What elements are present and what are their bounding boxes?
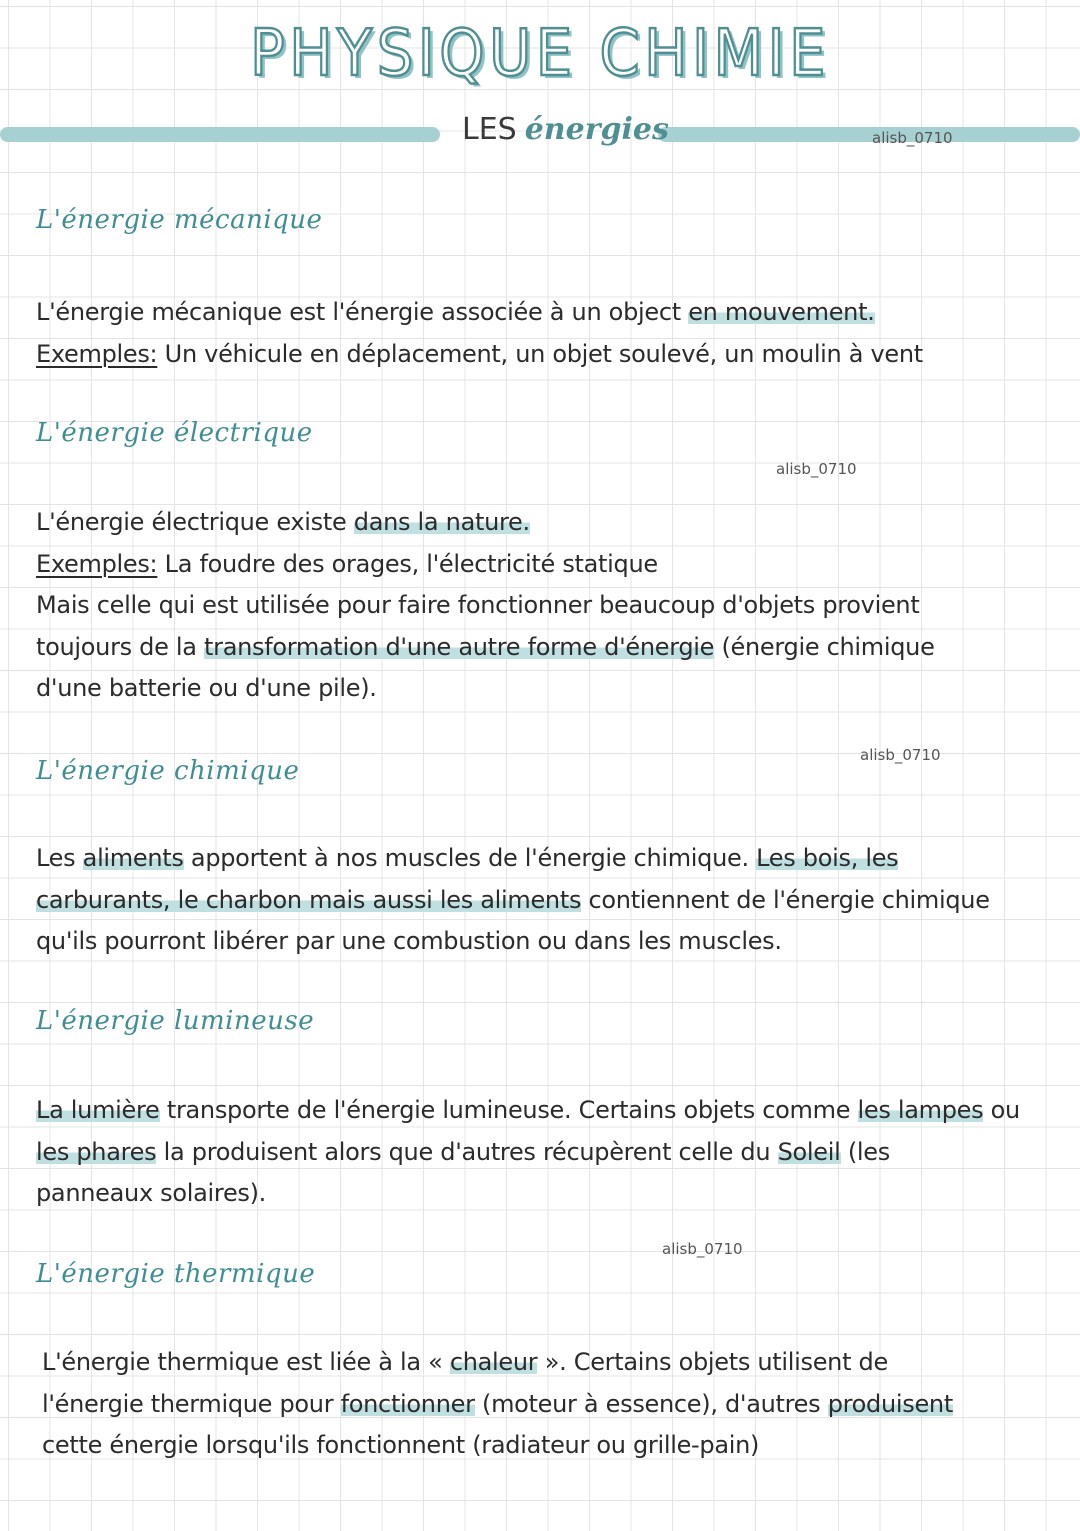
text-line: Exemples: La foudre des orages, l'électricité statique (36, 549, 658, 578)
paragraph-energie-mecanique (36, 292, 1056, 375)
examples-label: Exemples: (36, 339, 158, 368)
text-line: Mais celle qui est utilisée pour faire fonctionner beaucoup d'objets provient (36, 591, 920, 619)
highlight: en mouvement. (688, 298, 875, 326)
heading-energie-chimique: L'énergie chimique (36, 756, 300, 786)
text-line: Exemples: Un véhicule en déplacement, un objet soulevé, un moulin à vent (36, 339, 923, 368)
title-band-right (658, 127, 1080, 142)
highlight: dans la nature. (353, 508, 530, 536)
highlight: Les bois, les (756, 844, 899, 872)
subtitle-word: énergies (524, 112, 669, 147)
highlight: fonctionner (340, 1389, 475, 1418)
highlight: chaleur (449, 1348, 538, 1376)
text-line: L'énergie thermique est liée à la « chaleur ». Certains objets utilisent de (42, 1348, 888, 1376)
text-line: d'une batterie ou d'une pile). (36, 674, 377, 702)
watermark: alisb_0710 (776, 460, 857, 478)
watermark: alisb_0710 (860, 746, 941, 764)
text-line: cette énergie lorsqu'ils fonctionnent (radiateur ou grille-pain) (42, 1431, 760, 1459)
text-line: L'énergie électrique existe dans la nature. (36, 508, 530, 536)
highlight: les lampes (857, 1096, 984, 1124)
highlight: Soleil (777, 1137, 841, 1166)
paragraph-energie-electrique (36, 502, 1056, 710)
heading-energie-thermique: L'énergie thermique (36, 1259, 316, 1289)
heading-energie-electrique: L'énergie électrique (36, 418, 313, 448)
title-band-left (0, 127, 440, 142)
text-line: l'énergie thermique pour fonctionner (moteur à essence), d'autres produisent (42, 1389, 953, 1418)
text-line: les phares la produisent alors que d'autres récupèrent celle du Soleil (les (36, 1137, 890, 1166)
text-line: La lumière transporte de l'énergie lumineuse. Certains objets comme les lampes ou (36, 1096, 1020, 1124)
heading-energie-lumineuse: L'énergie lumineuse (36, 1006, 315, 1036)
text-line: toujours de la transformation d'une autre forme d'énergie (énergie chimique (36, 632, 935, 661)
text-line: panneaux solaires). (36, 1179, 267, 1207)
watermark-header: alisb_0710 (872, 129, 953, 147)
highlight: carburants, le charbon mais aussi les aliments (36, 885, 582, 914)
highlight: produisent (827, 1389, 953, 1418)
paragraph-energie-lumineuse (36, 1090, 1056, 1215)
paragraph-energie-thermique (42, 1342, 1062, 1467)
highlight: aliments (82, 844, 184, 872)
paragraph-energie-chimique (36, 838, 1056, 963)
subtitle (462, 112, 669, 147)
text-line: qu'ils pourront libérer par une combustion ou dans les muscles. (36, 927, 782, 955)
highlight: La lumière (36, 1096, 160, 1124)
highlight: les phares (36, 1137, 157, 1166)
subtitle-prefix: LES (462, 112, 517, 147)
highlight: transformation d'une autre forme d'énergie (204, 632, 715, 661)
heading-energie-mecanique: L'énergie mécanique (36, 205, 323, 235)
text-line: L'énergie mécanique est l'énergie associée à un object en mouvement. (36, 298, 875, 326)
text-line: Les aliments apportent à nos muscles de l'énergie chimique. Les bois, les (36, 844, 899, 872)
watermark: alisb_0710 (662, 1240, 743, 1258)
examples-label: Exemples: (36, 549, 158, 578)
text-line: carburants, le charbon mais aussi les aliments contiennent de l'énergie chimique (36, 885, 990, 914)
page-title: PHYSIQUE CHIMIE (249, 17, 831, 91)
